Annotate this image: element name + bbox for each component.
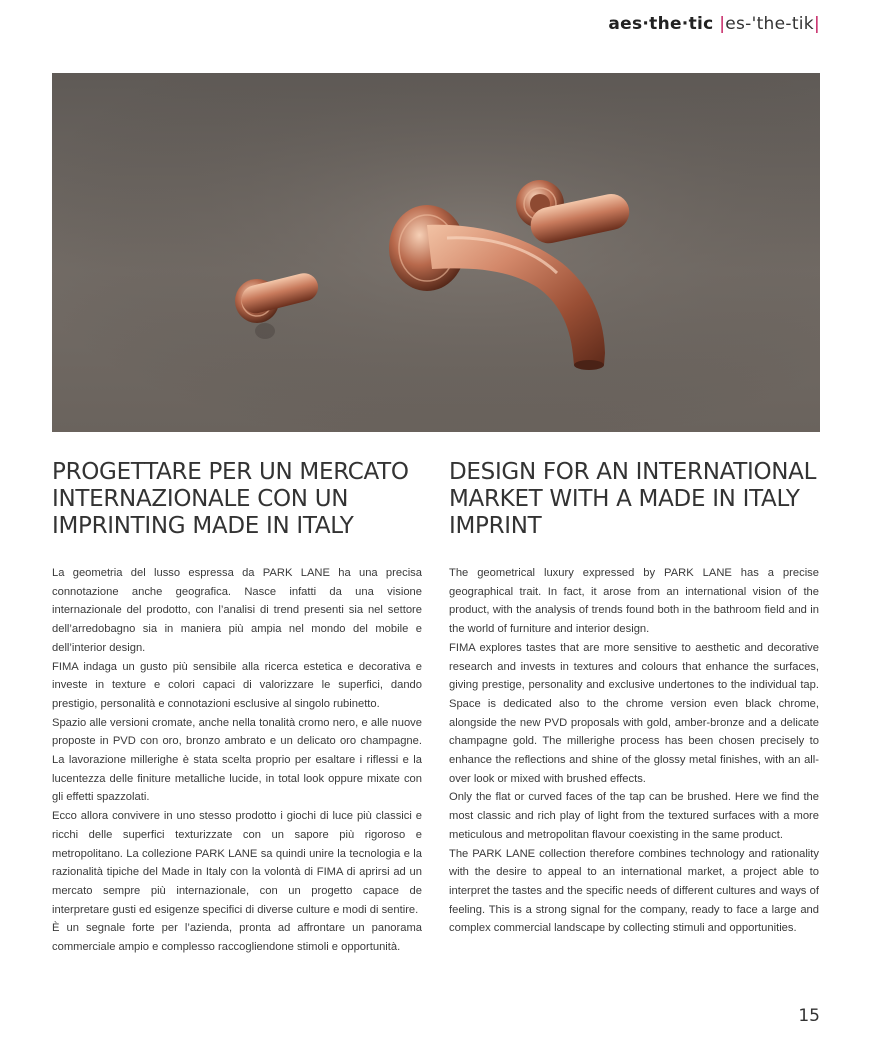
italian-paragraph: Ecco allora convivere in uno stesso prodotto i giochi di luce più classici e ricchi delle superfici texturizzate con un sapore più rigoroso e metropolitano. La collezione PARK LANE sa quindi unire la tecnologia e la razionalità tipiche del Made in Italy con la volontà di FIMA di aprirsi ad un mercato sempre più internazionale, con un progetto capace de interpretare gusti ed esigenze specifici di diverse culture e modi di sentire. xyxy=(52,810,422,916)
italian-paragraph: È un segnale forte per l’azienda, pronta ad affrontare un panorama commerciale ampio e complesso raccogliendone stimoli e opportunità. xyxy=(52,922,422,954)
faucet-illustration xyxy=(52,73,820,432)
header-word: aes·the·tic xyxy=(608,14,714,34)
header-bar-right: | xyxy=(813,14,820,34)
english-paragraph: The PARK LANE collection therefore combines technology and rationality with the desire to appeal to an international market, a project able to interpret the tastes and the specific needs of different cultures and ways of feeling. This is a strong signal for the company, ready to face a large and complex commercial landscape by collecting stimuli and opportunities. xyxy=(449,847,819,935)
english-body xyxy=(449,564,819,938)
english-title-line: IMPRINT xyxy=(449,513,542,539)
italian-title xyxy=(52,459,422,540)
english-paragraph: Only the flat or curved faces of the tap can be brushed. Here we find the most classic and rich play of light from the textured surfaces with a more meticulous and metropolitan flavour coexisting in the same product. xyxy=(449,791,819,841)
hero-photo xyxy=(52,73,820,432)
italian-paragraph: FIMA indaga un gusto più sensibile alla ricerca estetica e decorativa e investe in texture e colori capaci di valorizzare le superfici, dando prestigio, personalità e connotazioni esclusive al singolo rubinetto. xyxy=(52,660,422,710)
english-column xyxy=(449,459,819,938)
english-title-line: DESIGN FOR AN INTERNATIONAL xyxy=(449,459,817,485)
italian-title-line: INTERNAZIONALE CON UN xyxy=(52,486,349,512)
page-header xyxy=(608,14,820,34)
header-bar-left: | xyxy=(719,14,726,34)
english-title xyxy=(449,459,819,540)
italian-paragraph: La geometria del lusso espressa da PARK LANE ha una precisa connotazione anche geografica. Nasce infatti da una visione internazionale del prodotto, con l’analisi di trend presenti sia nel settore dell’arredobagno sia in maniera più ampia nel mondo del mobile e dell’interior design. xyxy=(52,567,422,654)
italian-body xyxy=(52,564,422,957)
italian-column xyxy=(52,459,422,957)
italian-title-line: IMPRINTING MADE IN ITALY xyxy=(52,513,354,539)
page-number: 15 xyxy=(798,1006,820,1026)
english-paragraph: The geometrical luxury expressed by PARK LANE has a precise geographical trait. In fact, it arose from an international vision of the product, with the analysis of trends found both in the bathroom field and in the world of furniture and interior design. xyxy=(449,567,819,636)
header-pronunciation: es-'the-tik xyxy=(725,14,814,34)
italian-paragraph: Spazio alle versioni cromate, anche nella tonalità cromo nero, e alle nuove proposte in PVD con oro, bronzo ambrato e un delicato oro champagne. La lavorazione millerighe è stata scelta proprio per esaltare i riflessi e la lucentezza delle finiture metalliche lucide, in total look oppure mixate con gli effetti spazzolati. xyxy=(52,716,422,804)
english-title-line: MARKET WITH A MADE IN ITALY xyxy=(449,486,800,512)
italian-title-line: PROGETTARE PER UN MERCATO xyxy=(52,459,409,485)
english-paragraph: FIMA explores tastes that are more sensitive to aesthetic and decorative research and invests in textures and colours that enhance the surfaces, giving prestige, personality and exclusive undertones to the individual tap. Space is dedicated also to the chrome version even black chrome, alongside the new PVD proposals with gold, amber-bronze and a delicate champagne gold. The millerighe process has been chosen precisely to enhance the reflections and shine of the glossy metal finishes, with an all-over look or mixed with brushed effects. xyxy=(449,641,819,785)
